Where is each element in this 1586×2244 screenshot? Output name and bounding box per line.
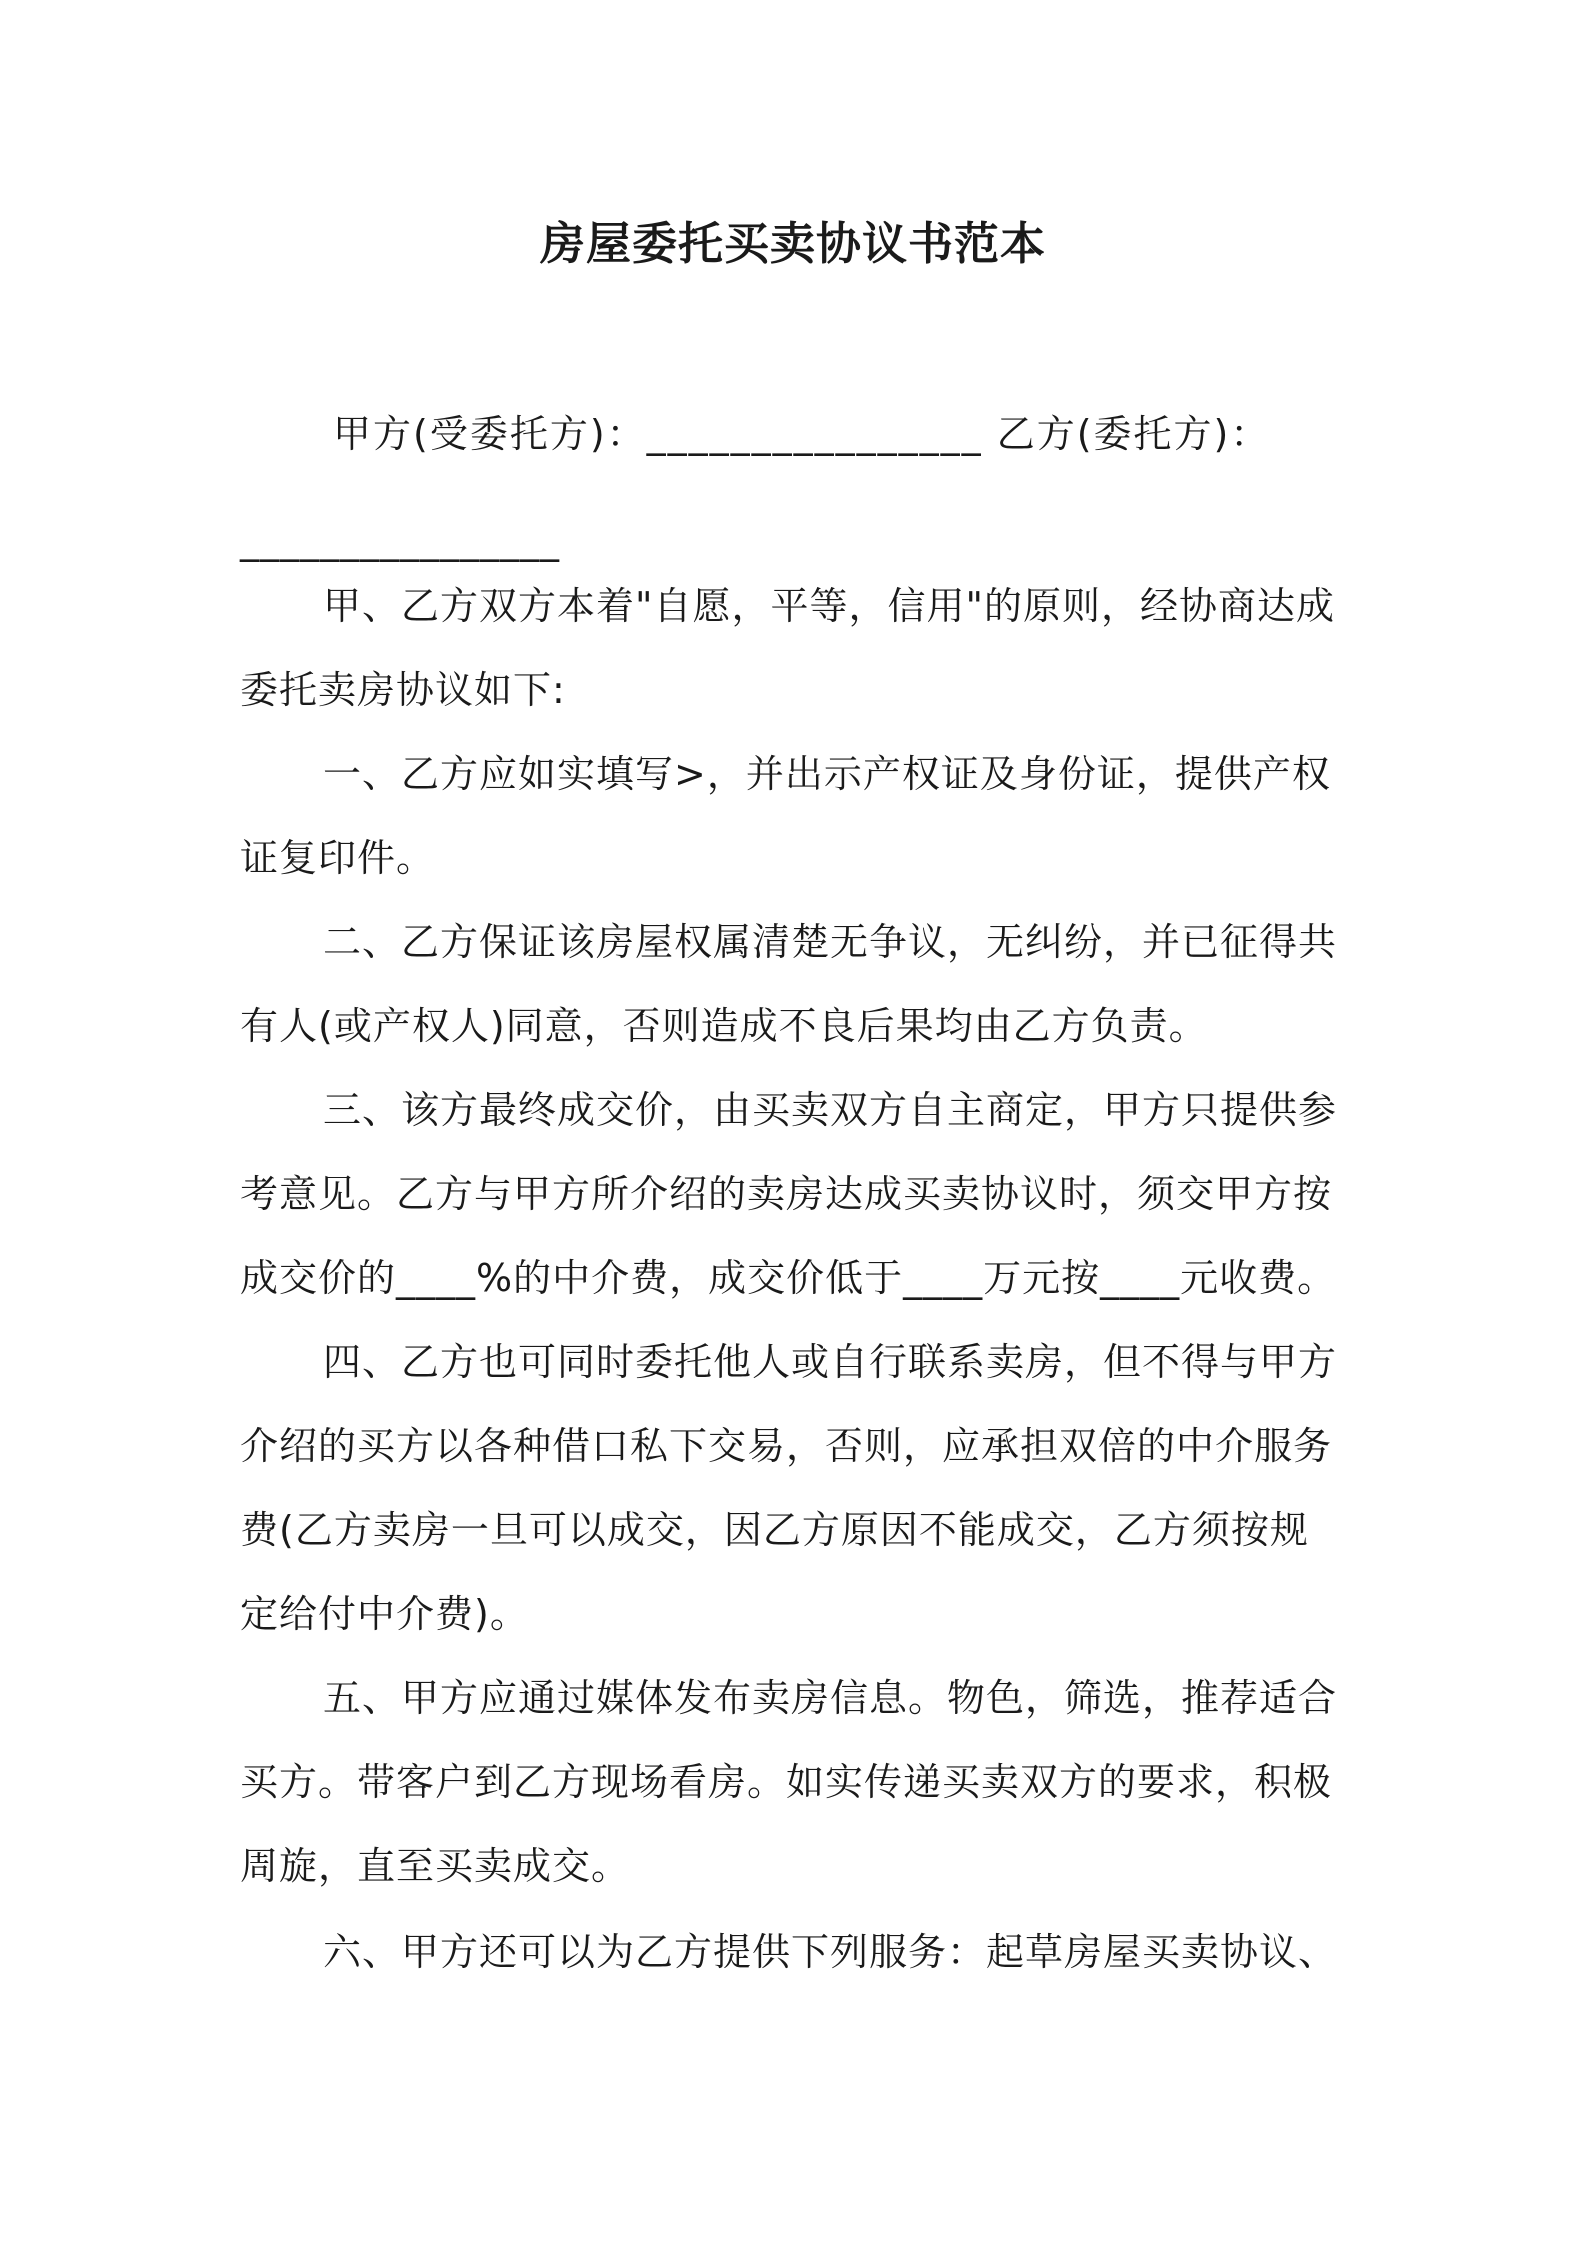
clause-4-line: 费(乙方卖房一旦可以成交，因乙方原因不能成交，乙方须按规: [240, 1508, 1309, 1552]
document-title: 房屋委托买卖协议书范本: [539, 217, 1046, 270]
clause-3-line: 三、该方最终成交价，由买卖双方自主商定，甲方只提供参: [323, 1088, 1338, 1132]
parties-line: 甲方(受委托方)：________________ 乙方(委托方)：: [333, 412, 1271, 456]
clause-2-line: 有人(或产权人)同意，否则造成不良后果均由乙方负责。: [240, 1004, 1208, 1048]
clause-5-line: 买方。带客户到乙方现场看房。如实传递买卖双方的要求，积极: [240, 1760, 1333, 1804]
clause-1-line: 一、乙方应如实填写>，并出示产权证及身份证，提供产权: [323, 752, 1331, 796]
clause-4-line: 四、乙方也可同时委托他人或自行联系卖房，但不得与甲方: [323, 1340, 1338, 1384]
clause-5-line: 周旋，直至买卖成交。: [240, 1844, 631, 1888]
clause-4-line: 介绍的买方以各种借口私下交易，否则，应承担双倍的中介服务: [240, 1424, 1333, 1468]
clause-6-line: 六、甲方还可以为乙方提供下列服务：起草房屋买卖协议、: [323, 1930, 1338, 1974]
clause-5-line: 五、甲方应通过媒体发布卖房信息。物色，筛选，推荐适合: [323, 1676, 1338, 1720]
intro-paragraph-line: 甲、乙方双方本着"自愿，平等，信用"的原则，经协商达成: [323, 584, 1335, 628]
clause-4-line: 定给付中介费)。: [240, 1592, 529, 1636]
clause-3-line: 考意见。乙方与甲方所介绍的卖房达成买卖协议时，须交甲方按: [240, 1172, 1333, 1216]
clause-2-line: 二、乙方保证该房屋权属清楚无争议，无纠纷，并已征得共: [323, 920, 1338, 964]
clause-3-line: 成交价的____%的中介费，成交价低于____万元按____元收费。: [240, 1256, 1337, 1300]
clause-1-line: 证复印件。: [240, 836, 436, 880]
intro-paragraph-line: 委托卖房协议如下:: [240, 668, 566, 712]
party-b-blank-line: ________________: [240, 518, 560, 562]
